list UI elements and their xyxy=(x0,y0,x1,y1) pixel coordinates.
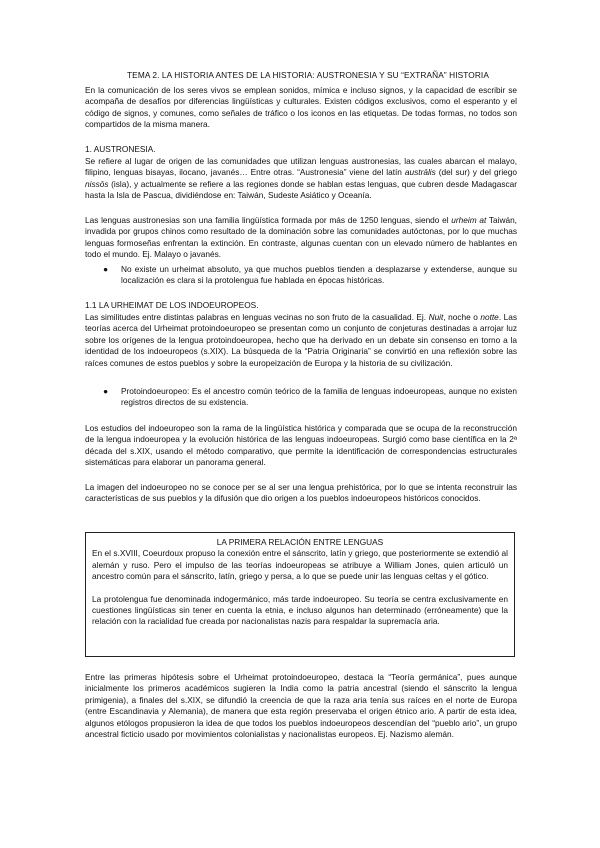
text-run: (del sur) y del griego xyxy=(435,167,518,178)
section-1-bullet xyxy=(103,264,517,287)
italic-term: urheim at xyxy=(451,215,487,225)
italic-term: nissōs xyxy=(85,178,109,189)
section-1-1-bullet xyxy=(103,386,517,409)
italic-term: austrālis xyxy=(404,167,436,178)
italic-term: notte xyxy=(480,312,499,322)
text-run: Se refiere al lugar de origen de las comunidades que utilizan lenguas austronesias, las cuales abarcan el malayo, filipino, lenguas bisayas, ilocano, javanés… Entre otras. “Austronesia” viene del latín xyxy=(85,156,517,178)
italic-term: Nuit xyxy=(428,312,444,322)
bullet-text: Protoindoeuropeo: Es el ancestro común teórico de la familia de lenguas indoeuropeas, aunque no existen registros directos de su existencia. xyxy=(121,386,517,408)
text-run: Las lenguas austronesias son una familia lingüística formada por más de 1250 lenguas, siendo el xyxy=(85,215,452,225)
text-run: . Las teorías acerca del Urheimat protoindoeuropeo se presentan como un conjunto de conjeturas destinadas a arrojar luz sobre los orígenes de la lengua protoindoeuropea, hecho que ha derivado en un debate sin consenso en torno a la identidad de los indoeuropeos (s.XIX). La búsqueda de la “Patria Originaria” se convirtió en una reflexión sobre las raíces comunes de estos pueblos y sobre la europeización de Europa y la historia de su civilización. xyxy=(85,312,517,368)
final-paragraph: Entre las primeras hipótesis sobre el Urheimat protoindoeuropeo, destaca la “Teoría germánica”, pues aunque inicialmente los primeros académicos sugieren la India como la patria ancestral (siendo el sánscrito la lengua primigenia), a finales del s.XIX, se difundió la creencia de que la raza aria tenía sus raíces en el norte de Europa (entre Escandinavia y Alemania), de manera que esta región preservaba el origen étnico ario. A partir de esta idea, algunos etólogos propusieron la idea de que todos los pueblos indoeuropeos descendían del “pueblo ario”, un grupo ancestral ficticio usado por movimientos colonialistas y nacionalistas europeos. Ej. Nazismo alemán. xyxy=(85,672,517,740)
intro-paragraph: En la comunicación de los seres vivos se emplean sonidos, mímica e incluso signos, y la capacidad de escribir se acompaña de desafíos por diferencias lingüísticas y culturales. Existen códigos exclusivos, como el esperanto y el código de signos, y comunes, como señales de tráfico o los iconos en las etiquetas. De todas formas, no todos son compartidos de la misma manera. xyxy=(85,85,517,130)
section-1-1-heading: 1.1 LA URHEIMAT DE LOS INDOEUROPEOS. xyxy=(85,300,259,310)
section-1-paragraph-2 xyxy=(85,215,517,261)
box-paragraph-2: La protolengua fue denominada indogermánico, más tarde indoeuropeo. Su teoría se centra exclusivamente en cuestiones lingüísticas sin tener en cuenta la etnia, e incluso algunos han determinado (erróneamente) que la relación con la racialidad fue creada por nacionalistas nazis para respaldar la supremacía aria. xyxy=(92,593,508,627)
document-title: TEMA 2. LA HISTORIA ANTES DE LA HISTORIA: AUSTRONESIA Y SU “EXTRAÑA” HISTORIA xyxy=(127,70,489,80)
section-1-1-paragraph-2: Los estudios del indoeuropeo son la rama de la lingüística histórica y comparada que se ocupa de la reconstrucción de la lengua indoeuropea y la evolución histórica de las lenguas indoeuropeas. Surgió como base científica en la 2ª década del s.XIX, usando el método comparativo, que permite la identificación de correspondencias estructurales sistemáticas para elaborar un panorama general. xyxy=(85,423,517,468)
box-paragraph-1: En el s.XVIII, Coeurdoux propuso la conexión entre el sánscrito, latín y griego, que posteriormente se extendió al alemán y ruso. Pero el impulso de las teorías indoeuropeas se atribuye a William Jones, quien articuló un ancestro común para el sánscrito, latín, griego y persa, a lo que se puede unir las lenguas celtas y el gótico. xyxy=(92,548,508,582)
highlight-box xyxy=(85,532,515,657)
bullet-icon: ● xyxy=(103,264,109,274)
text-run: , noche o xyxy=(443,312,481,322)
text-run: Taiwán, invadida por grupos chinos como resultado de la dominación sobre las comunidades autóctonas, por lo que muchas lenguas formoseñas enfrentan la extinción. En contraste, algunas cuentan con un elevado número de hablantes en todo el mundo. Ej. Malayo o javanés. xyxy=(85,215,517,260)
section-1-paragraph-1 xyxy=(85,156,517,202)
bullet-icon: ● xyxy=(103,386,109,396)
section-1-1-paragraph-1 xyxy=(85,312,517,369)
text-run: (isla), y actualmente se refiere a las regiones donde se hablan estas lenguas, que cubren desde Madagascar hasta la Isla de Pascua, dividiéndose en: Taiwán, Sudeste Asiático y Oceanía. xyxy=(85,178,517,201)
text-run: Las similitudes entre distintas palabras en lenguas vecinas no son fruto de la casualidad. Ej. xyxy=(85,312,429,322)
section-1-heading: 1. AUSTRONESIA. xyxy=(85,144,156,154)
section-1-1-paragraph-3: La imagen del indoeuropeo no se conoce per se al ser una lengua prehistórica, por lo que se intenta reconstruir las características de sus pueblos y la difusión que dio origen a los pueblos indoeuropeos históricos conocidos. xyxy=(85,482,517,504)
bullet-text: No existe un urheimat absoluto, ya que muchos pueblos tienden a desplazarse y extenderse, aunque su localización es clara si la protolengua fue hablada en épocas históricas. xyxy=(121,264,517,286)
box-title: LA PRIMERA RELACIÓN ENTRE LENGUAS xyxy=(216,537,384,547)
